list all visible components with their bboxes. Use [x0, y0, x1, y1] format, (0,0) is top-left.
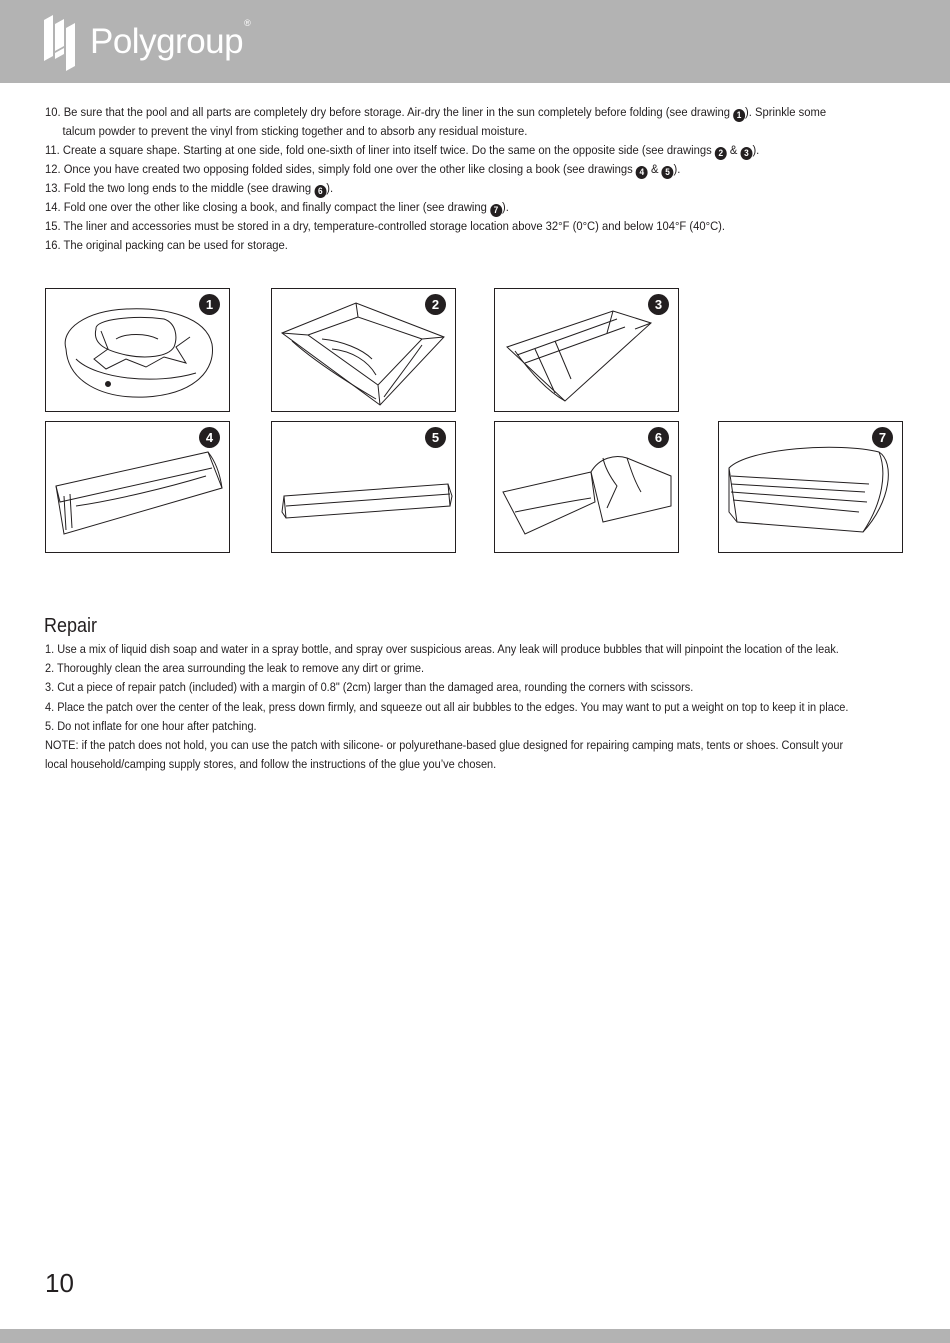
ref-badge: 4	[636, 166, 648, 179]
drawing-number-badge: 6	[648, 427, 669, 448]
repair-step-3: 3. Cut a piece of repair patch (included) with a margin of 0.8" (2cm) larger than the damaged area, rounding the corners with scissors.	[45, 680, 694, 695]
polygroup-logo-icon	[42, 14, 82, 72]
ref-badge: 7	[490, 204, 502, 217]
drawing-number-badge: 1	[199, 294, 220, 315]
step-11: 11. Create a square shape. Starting at one side, fold one-sixth of liner into itself twice. Do the same on the opposite side (see drawings 2 & 3 ).	[45, 143, 760, 158]
drawing-number-badge: 7	[872, 427, 893, 448]
drawing-number-badge: 2	[425, 294, 446, 315]
drawing-2-panel	[271, 288, 456, 412]
drawing-4-panel	[45, 421, 230, 553]
repair-steps	[45, 640, 900, 774]
page-header	[0, 0, 950, 83]
drawing-number-badge: 4	[199, 427, 220, 448]
repair-step-5: 5. Do not inflate for one hour after patching.	[45, 718, 257, 733]
drawing-7-panel	[718, 421, 903, 553]
drawing-number-badge: 5	[425, 427, 446, 448]
repair-note-continued: local household/camping supply stores, and follow the instructions of the glue you’ve chosen.	[45, 757, 497, 772]
page-footer-bar	[0, 1329, 950, 1343]
ref-badge: 1	[733, 109, 745, 122]
repair-step-2: 2. Thoroughly clean the area surrounding the leak to remove any dirt or grime.	[45, 661, 425, 676]
repair-heading: Repair	[44, 615, 98, 637]
ref-badge: 6	[314, 185, 326, 198]
repair-note: NOTE: if the patch does not hold, you can use the patch with silicone- or polyurethane-based glue designed for repairing camping mats, tents or shoes. Consult your	[45, 738, 844, 753]
ref-badge: 2	[715, 147, 727, 160]
step-10: 10. Be sure that the pool and all parts are completely dry before storage. Air-dry the liner in the sun completely before folding (see drawing 1 ). Sprinkle some	[45, 105, 827, 120]
step-10-continued: talcum powder to prevent the vinyl from sticking together and to absorb any residual moisture.	[62, 124, 528, 138]
brand-name: Polygroup®	[90, 18, 251, 61]
ref-badge: 3	[740, 147, 752, 160]
repair-step-1: 1. Use a mix of liquid dish soap and water in a spray bottle, and spray over suspicious areas. Any leak will produce bubbles that will pinpoint the location of the leak.	[45, 642, 839, 656]
step-15: 15. The liner and accessories must be stored in a dry, temperature-controlled storage location above 32°F (0°C) and below 104°F (40°C).	[45, 219, 726, 233]
repair-step-4: 4. Place the patch over the center of the leak, press down firmly, and squeeze out all air bubbles to the edges. You may want to put a weight on top to keep it in place.	[45, 699, 849, 714]
step-13: 13. Fold the two long ends to the middle (see drawing 6 ).	[45, 181, 334, 196]
drawing-5-panel	[271, 421, 456, 553]
polygroup-logo	[42, 14, 250, 72]
step-12: 12. Once you have created two opposing folded sides, simply fold one over the other like closing a book (see drawings 4 & 5 ).	[45, 162, 681, 177]
page-number: 10	[45, 1268, 74, 1298]
storage-steps	[45, 103, 845, 255]
drawing-6-panel	[494, 421, 679, 553]
drawing-3-panel	[494, 288, 679, 412]
step-14: 14. Fold one over the other like closing a book, and finally compact the liner (see drawing 7 ).	[45, 200, 509, 215]
step-16: 16. The original packing can be used for storage.	[45, 238, 288, 252]
ref-badge: 5	[662, 166, 674, 179]
drawing-number-badge: 3	[648, 294, 669, 315]
drawing-1-panel	[45, 288, 230, 412]
